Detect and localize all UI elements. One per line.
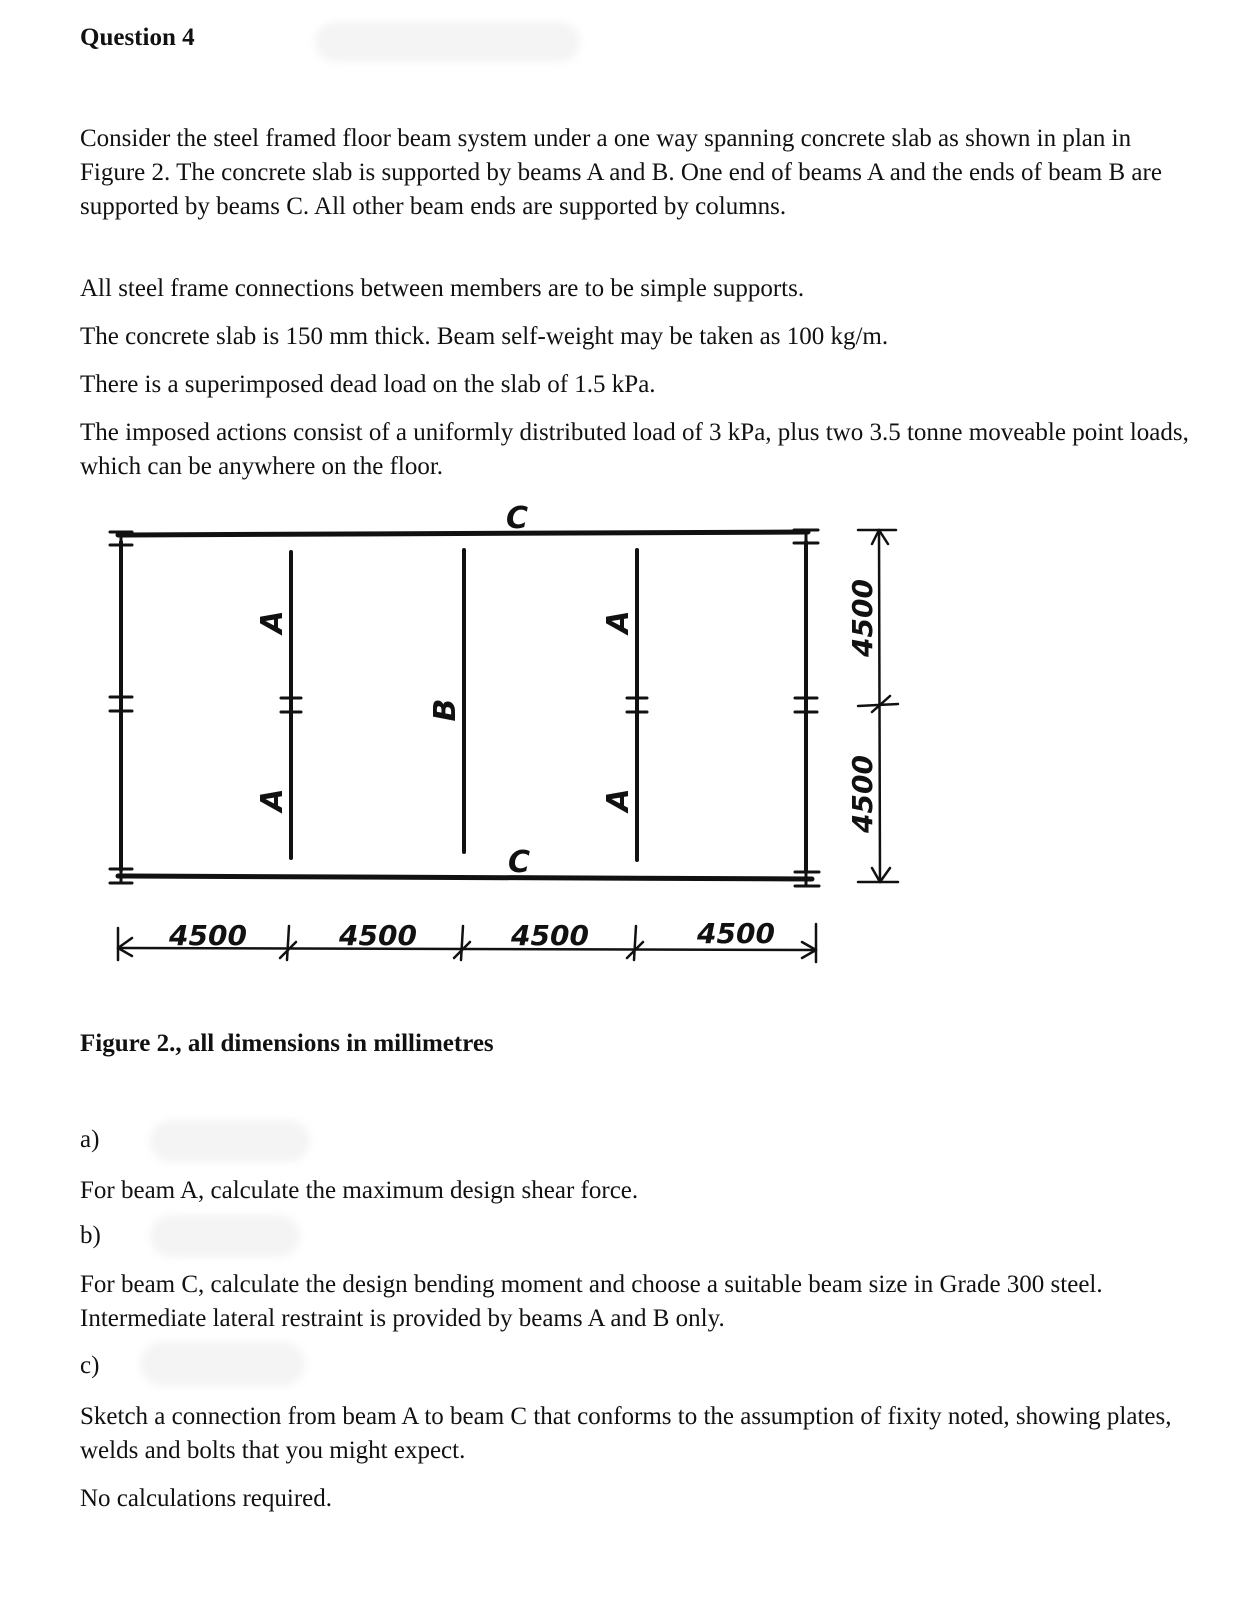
section-marker-icon bbox=[281, 698, 301, 712]
dimension-tick-icon bbox=[858, 696, 898, 712]
part-b-label: b) bbox=[80, 1222, 101, 1249]
dimension-tick-icon bbox=[858, 868, 898, 882]
section-marker-icon bbox=[795, 698, 817, 712]
dimension-tick-icon bbox=[118, 928, 132, 960]
beam-c-top-label: C bbox=[506, 501, 529, 536]
dimension-tick-icon bbox=[858, 530, 896, 544]
section-marker-icon bbox=[627, 698, 647, 712]
question-heading: Question 4 bbox=[80, 24, 195, 51]
dimension-tick-icon bbox=[802, 924, 816, 962]
redaction-smudge bbox=[150, 1215, 300, 1257]
dimension-label: 4500 bbox=[846, 579, 879, 657]
dimension-tick-icon bbox=[454, 926, 470, 960]
beam-c-top bbox=[118, 532, 808, 535]
beam-c-bottom bbox=[118, 876, 812, 879]
part-a-label: a) bbox=[80, 1126, 100, 1153]
dimension-label: 4500 bbox=[511, 919, 589, 952]
dimension-label: 4500 bbox=[697, 917, 775, 950]
dimension-label: 4500 bbox=[846, 755, 879, 833]
beam-a-label: A bbox=[601, 788, 636, 812]
slab-paragraph: The concrete slab is 150 mm thick. Beam self-weight may be taken as 100 kg/m. bbox=[80, 323, 889, 350]
section-marker-icon bbox=[110, 697, 132, 711]
beam-c-bottom-label: C bbox=[508, 845, 531, 880]
redaction-smudge bbox=[315, 22, 580, 62]
dimension-label: 4500 bbox=[339, 919, 417, 952]
part-b-text: For beam C, calculate the design bending moment and choose a suitable beam size in Grade 300 steel. Intermediate lateral restraint is provided by beams A and B only. bbox=[80, 1271, 1103, 1332]
floor-plan-figure bbox=[0, 490, 1246, 990]
dimension-tick-icon bbox=[280, 926, 296, 960]
beam-b-label: B bbox=[428, 698, 463, 722]
redaction-smudge bbox=[150, 1120, 310, 1162]
connections-paragraph: All steel frame connections between members are to be simple supports. bbox=[80, 275, 805, 302]
part-a-text: For beam A, calculate the maximum design shear force. bbox=[80, 1177, 639, 1204]
dead-load-paragraph: There is a superimposed dead load on the slab of 1.5 kPa. bbox=[80, 371, 656, 398]
dimension-tick-icon bbox=[627, 926, 643, 960]
intro-paragraph: Consider the steel framed floor beam system under a one way spanning concrete slab as shown in plan in Figure 2. The concrete slab is supported by beams A and B. One end of beams A and the ends of beam B are supported by beams C. All other beam ends are supported by columns. bbox=[80, 125, 1162, 220]
beam-a-label: A bbox=[255, 610, 290, 634]
redaction-smudge bbox=[140, 1342, 305, 1386]
part-c-label: c) bbox=[80, 1352, 100, 1379]
part-c-note: No calculations required. bbox=[80, 1485, 332, 1512]
dimension-label: 4500 bbox=[169, 919, 247, 952]
imposed-actions-paragraph: The imposed actions consist of a uniformly distributed load of 3 kPa, plus two 3.5 tonne moveable point loads, which can be anywhere on the floor. bbox=[80, 419, 1189, 480]
part-c-text: Sketch a connection from beam A to beam C that conforms to the assumption of fixity noted, showing plates, welds and bolts that you might expect. bbox=[80, 1403, 1172, 1464]
beam-a-label: A bbox=[255, 788, 290, 812]
figure-caption: Figure 2., all dimensions in millimetres bbox=[80, 1030, 494, 1057]
beam-a-label: A bbox=[601, 610, 636, 634]
